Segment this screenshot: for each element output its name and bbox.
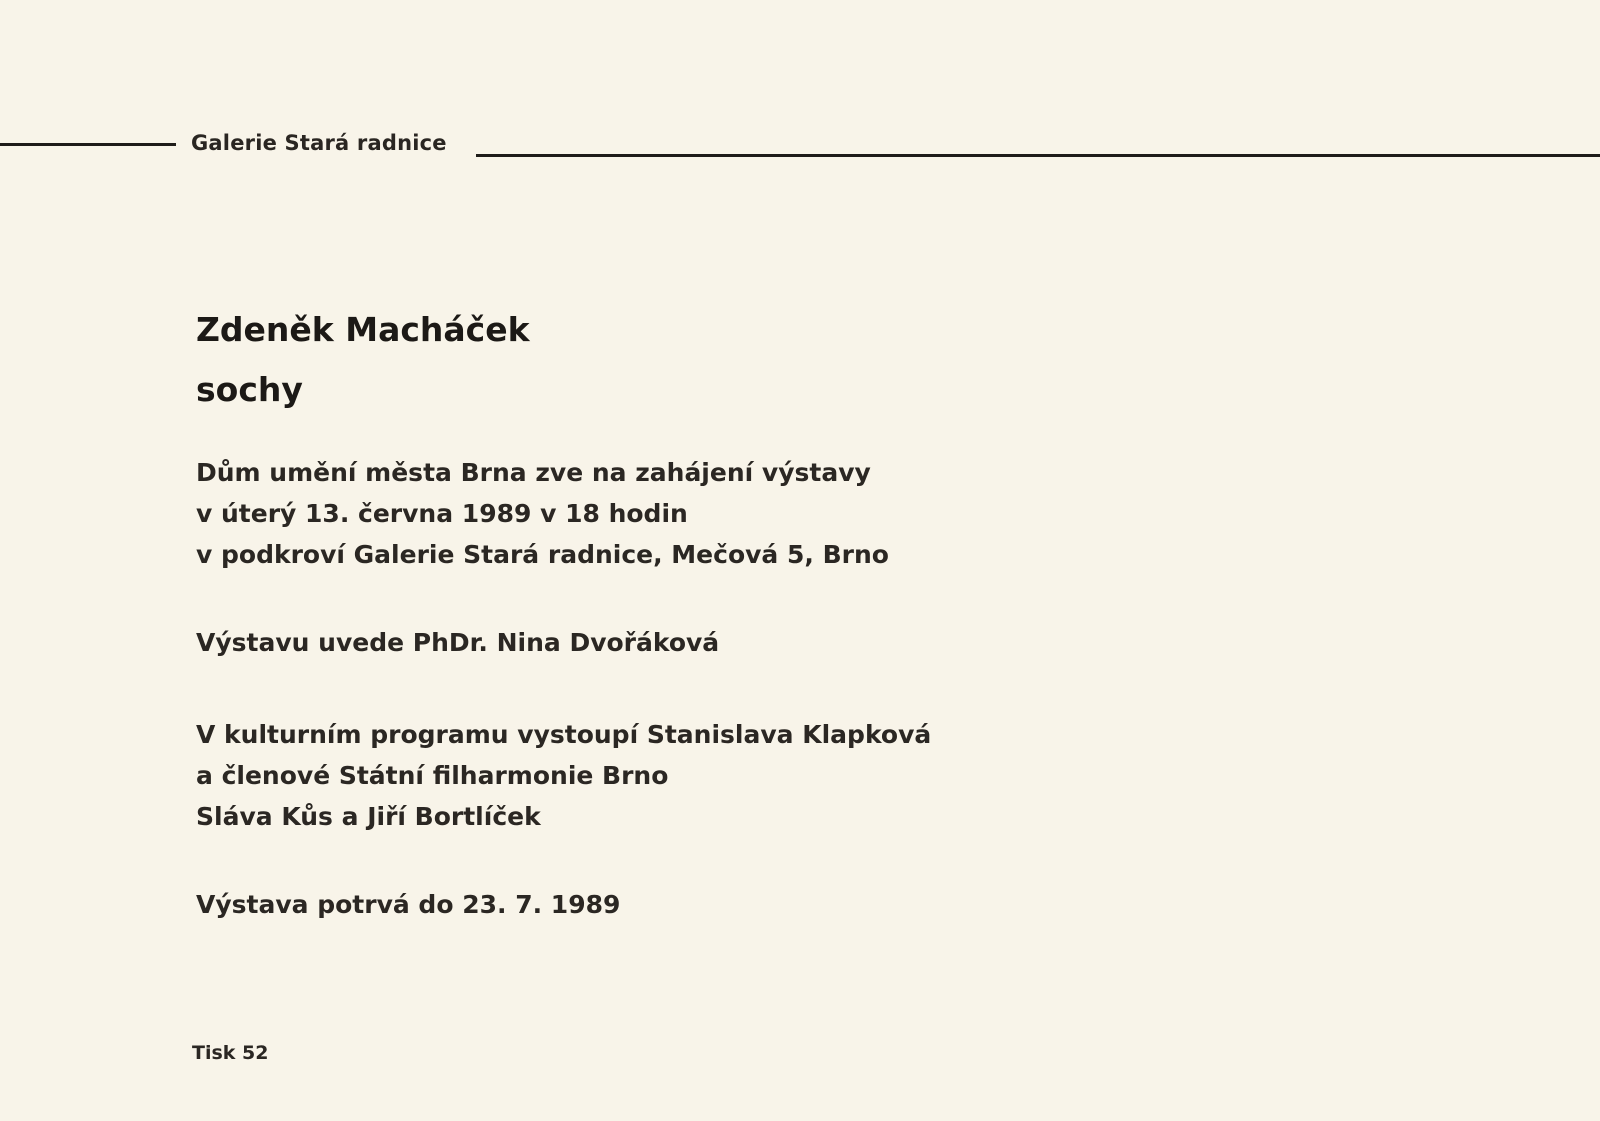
opening-line: v podkroví Galerie Stará radnice, Mečová 5, Brno <box>196 540 889 569</box>
print-mark: Tisk 52 <box>192 1042 269 1064</box>
exhibition-subtitle: sochy <box>196 370 303 409</box>
introduction-text <box>196 622 719 663</box>
exhibition-duration <box>196 884 620 925</box>
cultural-program <box>196 714 931 837</box>
opening-line: Dům umění města Brna zve na zahájení výstavy <box>196 458 871 487</box>
header-rule-right <box>476 154 1600 157</box>
introduction-line: Výstavu uvede PhDr. Nina Dvořáková <box>196 628 720 657</box>
duration-line: Výstava potrvá do 23. 7. 1989 <box>196 890 621 919</box>
artist-name: Zdeněk Macháček <box>196 310 530 349</box>
header-rule-left <box>0 143 176 146</box>
opening-details <box>196 452 889 575</box>
program-line: V kulturním programu vystoupí Stanislava Klapková <box>196 720 932 749</box>
program-line: a členové Státní filharmonie Brno <box>196 761 669 790</box>
program-line: Sláva Kůs a Jiří Bortlíček <box>196 802 541 831</box>
opening-line: v úterý 13. června 1989 v 18 hodin <box>196 499 688 528</box>
gallery-label: Galerie Stará radnice <box>191 131 447 155</box>
